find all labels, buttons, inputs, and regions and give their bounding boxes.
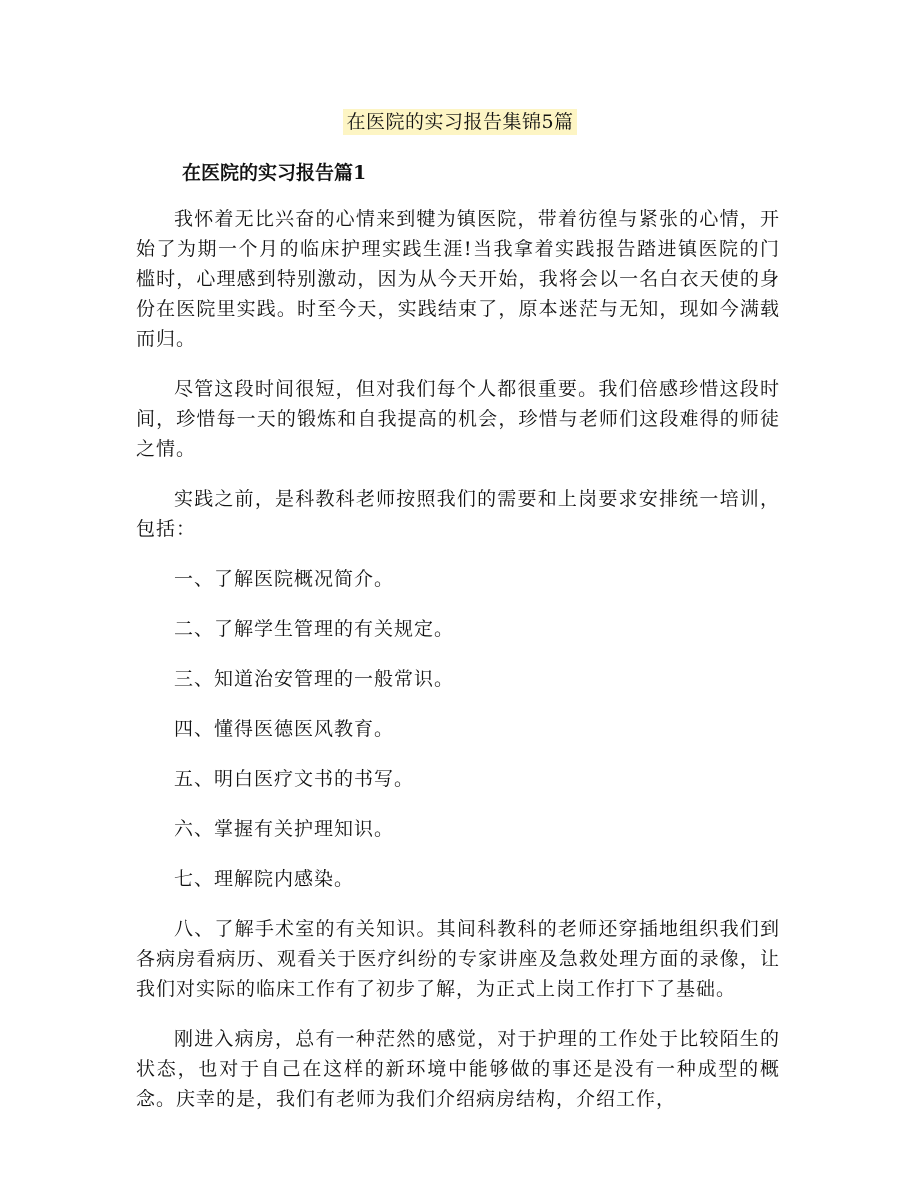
list-item: 五、明白医疗文书的书写。	[174, 768, 415, 790]
list-item: 七、理解院内感染。	[174, 868, 355, 890]
list-item: 一、了解医院概况简介。	[174, 568, 395, 590]
document-body	[136, 204, 780, 1134]
list-item: 六、掌握有关护理知识。	[174, 818, 395, 840]
paragraph: 我怀着无比兴奋的心情来到犍为镇医院，带着彷徨与紧张的心情，开始了为期一个月的临床护理实践生涯!当我拿着实践报告踏进镇医院的门槛时，心理感到特别激动，因为从今天开始，我将会以一名白衣天使的身份在医院里实践。时至今天，实践结束了，原本迷茫与无知，现如今满载而归。	[136, 208, 780, 350]
title-container	[0, 109, 920, 135]
paragraph: 刚进入病房，总有一种茫然的感觉，对于护理的工作处于比较陌生的状态，也对于自己在这样的新环境中能够做的事还是没有一种成型的概念。庆幸的是，我们有老师为我们介绍病房结构，介绍工作，	[136, 1028, 780, 1110]
list-item: 三、知道治安管理的一般常识。	[174, 668, 455, 690]
section-heading: 在医院的实习报告篇1	[182, 162, 367, 184]
list-item: 二、了解学生管理的有关规定。	[174, 618, 455, 640]
paragraph: 尽管这段时间很短，但对我们每个人都很重要。我们倍感珍惜这段时间，珍惜每一天的锻炼和自我提高的机会，珍惜与老师们这段难得的师徒之情。	[136, 378, 780, 460]
paragraph: 八、了解手术室的有关知识。其间科教科的老师还穿插地组织我们到各病房看病历、观看关于医疗纠纷的专家讲座及急救处理方面的录像，让我们对实际的临床工作有了初步了解，为正式上岗工作打下了基础。	[136, 918, 780, 1000]
list-item: 四、懂得医德医风教育。	[174, 718, 395, 740]
paragraph: 实践之前，是科教科老师按照我们的需要和上岗要求安排统一培训，包括：	[136, 488, 780, 540]
document-title: 在医院的实习报告集锦5篇	[343, 109, 576, 135]
